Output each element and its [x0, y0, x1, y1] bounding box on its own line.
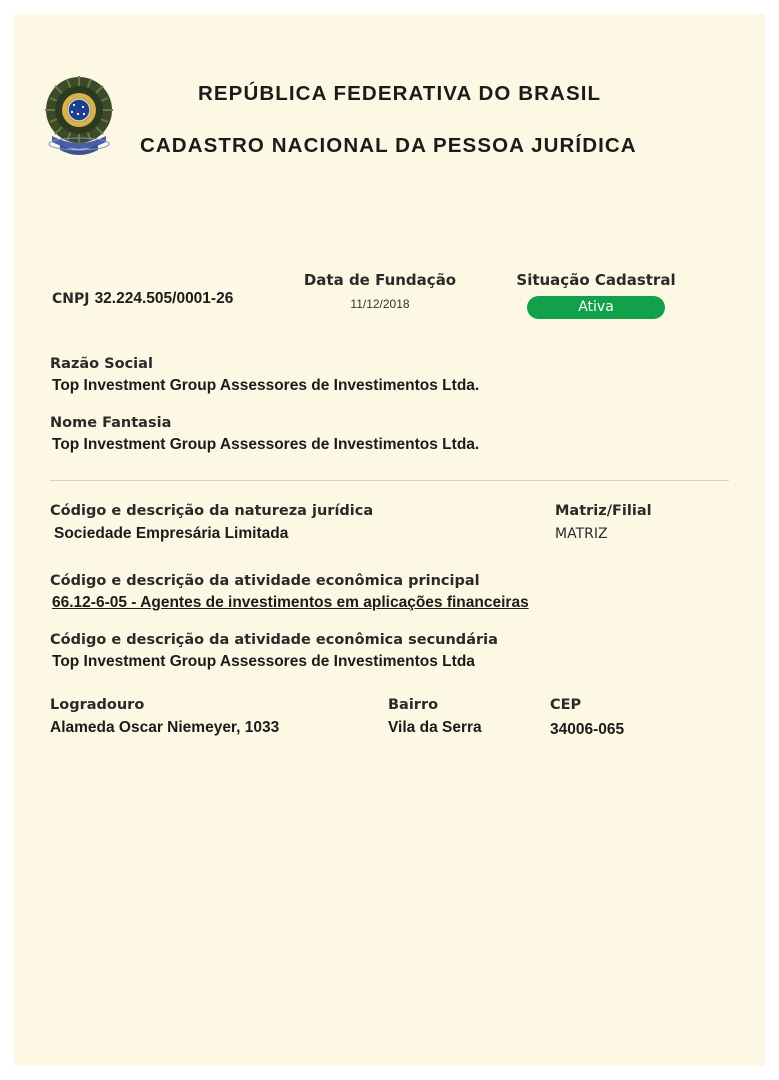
branch-field	[555, 503, 652, 542]
section-divider	[50, 480, 729, 481]
trade-name-label: Nome Fantasia	[50, 415, 172, 431]
main-activity-value: 66.12-6-05 - Agentes de investimentos em aplicações financeiras	[52, 594, 529, 611]
street-value: Alameda Oscar Niemeyer, 1033	[50, 719, 280, 736]
summary-row	[50, 270, 729, 336]
brazil-coat-of-arms-icon	[40, 74, 118, 162]
header-title-registry: CADASTRO NACIONAL DA PESSOA JURÍDICA	[140, 134, 637, 157]
trade-name-field	[50, 415, 729, 454]
trade-name-value: Top Investment Group Assessores de Investimentos Ltda.	[52, 436, 480, 453]
branch-label: Matriz/Filial	[555, 503, 652, 519]
status-block	[496, 270, 696, 319]
district-label: Bairro	[388, 697, 439, 713]
legal-name-label: Razão Social	[50, 356, 153, 372]
document-header	[14, 14, 765, 162]
zip-field	[550, 697, 624, 739]
district-value: Vila da Serra	[388, 719, 482, 736]
legal-name-value: Top Investment Group Assessores de Investimentos Ltda.	[52, 377, 480, 394]
document-content	[14, 270, 765, 751]
header-texts	[140, 78, 637, 158]
zip-label: CEP	[550, 697, 582, 713]
document-inner	[14, 14, 765, 1066]
secondary-activity-label: Código e descrição da atividade econômica secundária	[50, 632, 498, 648]
district-field	[388, 697, 482, 737]
address-row	[50, 697, 729, 751]
secondary-activity-field	[50, 632, 729, 671]
founding-date-block	[280, 270, 480, 311]
street-label: Logradouro	[50, 697, 145, 713]
founding-date-value: 11/12/2018	[350, 297, 410, 311]
street-field	[50, 697, 279, 737]
main-activity-field	[50, 573, 729, 612]
secondary-activity-value: Top Investment Group Assessores de Investimentos Ltda	[52, 653, 475, 670]
status-label: Situação Cadastral	[516, 271, 676, 289]
legal-name-field	[50, 356, 729, 395]
status-badge: Ativa	[527, 296, 665, 319]
header-title-country: REPÚBLICA FEDERATIVA DO BRASIL	[198, 82, 602, 105]
cnpj-label: CNPJ	[52, 291, 90, 307]
legal-nature-field	[50, 503, 373, 543]
branch-value: MATRIZ	[555, 526, 608, 542]
cnpj-value: 32.224.505/0001-26	[94, 290, 234, 307]
founding-date-label: Data de Fundação	[303, 271, 457, 289]
legal-nature-label: Código e descrição da natureza jurídica	[50, 503, 374, 519]
zip-value: 34006-065	[550, 721, 625, 738]
main-activity-label: Código e descrição da atividade econômica principal	[50, 573, 480, 589]
legal-nature-row	[50, 503, 729, 553]
legal-nature-value: Sociedade Empresária Limitada	[54, 525, 289, 542]
cnpj-block	[52, 288, 233, 308]
